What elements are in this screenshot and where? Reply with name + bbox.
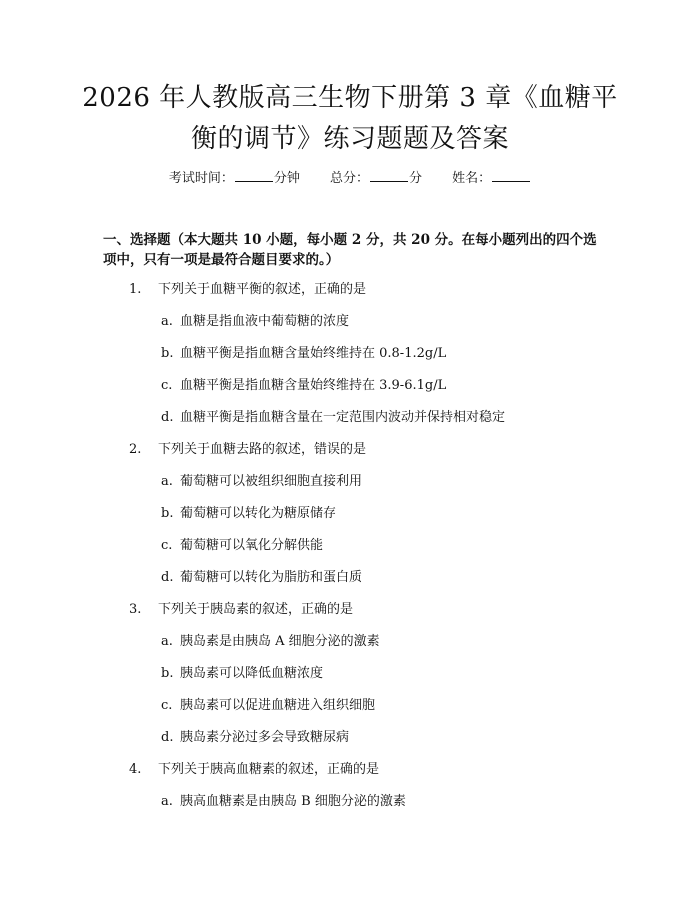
- option-text: 血糖平衡是指血糖含量在一定范围内波动并保持相对稳定: [180, 410, 506, 425]
- exam-time-label: 考试时间：: [168, 171, 234, 186]
- exam-time-field: [169, 168, 300, 189]
- option-letter: b.: [161, 346, 174, 361]
- option-letter: d.: [161, 570, 174, 585]
- student-name-field: [452, 168, 531, 189]
- option-text: 血糖平衡是指血糖含量始终维持在 3.9-6.1g/L: [180, 378, 447, 393]
- option-text: 葡萄糖可以氧化分解供能: [180, 538, 324, 553]
- option-letter: b.: [161, 506, 174, 521]
- answer-option: [0, 728, 700, 760]
- option-text: 葡萄糖可以被组织细胞直接利用: [180, 474, 363, 489]
- title-line-2: 衡的调节》练习题题及答案: [190, 124, 509, 154]
- question-item: [0, 600, 700, 632]
- option-text: 胰岛素是由胰岛 A 细胞分泌的激素: [180, 634, 380, 649]
- exam-info-line: [0, 168, 700, 189]
- answer-option: [0, 312, 700, 344]
- exam-time-blank: [235, 168, 273, 182]
- option-letter: c.: [161, 378, 173, 393]
- option-letter: d.: [161, 730, 174, 745]
- question-item: [0, 760, 700, 792]
- total-score-blank: [370, 168, 408, 182]
- question-stem: 下列关于血糖平衡的叙述，正确的是: [158, 282, 367, 297]
- answer-option: [0, 504, 700, 536]
- question-stem: 下列关于血糖去路的叙述，错误的是: [158, 442, 367, 457]
- section-heading: 一、选择题（本大题共 10 小题，每小题 2 分，共 20 分。在每小题列出的四个选项中，只有一项是最符合题目要求的。）: [103, 232, 597, 268]
- question-number: 2.: [129, 442, 142, 457]
- answer-option: [0, 632, 700, 664]
- answer-option: [0, 408, 700, 440]
- question-stem: 下列关于胰高血糖素的叙述，正确的是: [158, 762, 380, 777]
- option-text: 胰岛素可以促进血糖进入组织细胞: [180, 698, 376, 713]
- option-letter: d.: [161, 410, 174, 425]
- question-stem: 下列关于胰岛素的叙述，正确的是: [158, 602, 354, 617]
- option-text: 葡萄糖可以转化为糖原储存: [180, 506, 337, 521]
- total-score-field: [330, 168, 422, 189]
- question-number: 1.: [129, 282, 142, 297]
- exam-time-unit: 分钟: [273, 171, 300, 186]
- option-text: 血糖是指血液中葡萄糖的浓度: [180, 314, 350, 329]
- answer-option: [0, 472, 700, 504]
- total-score-label: 总分：: [329, 171, 369, 186]
- answer-option: [0, 568, 700, 600]
- document-title: [60, 78, 640, 160]
- answer-option: [0, 664, 700, 696]
- total-score-unit: 分: [409, 171, 423, 186]
- answer-option: [0, 376, 700, 408]
- option-text: 葡萄糖可以转化为脂肪和蛋白质: [180, 570, 363, 585]
- answer-option: [0, 696, 700, 728]
- student-name-label: 姓名：: [452, 171, 492, 186]
- option-letter: c.: [161, 698, 173, 713]
- option-letter: a.: [161, 794, 173, 809]
- question-item: [0, 440, 700, 472]
- option-letter: a.: [161, 474, 173, 489]
- option-letter: c.: [161, 538, 173, 553]
- option-letter: a.: [161, 634, 173, 649]
- question-number: 3.: [129, 602, 142, 617]
- title-line-1: 2026 年人教版高三生物下册第 3 章《血糖平: [82, 83, 618, 113]
- option-text: 胰高血糖素是由胰岛 B 细胞分泌的激素: [180, 794, 406, 809]
- option-letter: a.: [161, 314, 173, 329]
- answer-option: [0, 536, 700, 568]
- answer-option: [0, 792, 700, 824]
- student-name-blank: [492, 168, 530, 182]
- option-text: 胰岛素分泌过多会导致糖尿病: [180, 730, 350, 745]
- answer-option: [0, 344, 700, 376]
- option-letter: b.: [161, 666, 174, 681]
- question-number: 4.: [129, 762, 142, 777]
- question-list: [0, 280, 700, 824]
- question-item: [0, 280, 700, 312]
- option-text: 胰岛素可以降低血糖浓度: [180, 666, 324, 681]
- option-text: 血糖平衡是指血糖含量始终维持在 0.8-1.2g/L: [180, 346, 447, 361]
